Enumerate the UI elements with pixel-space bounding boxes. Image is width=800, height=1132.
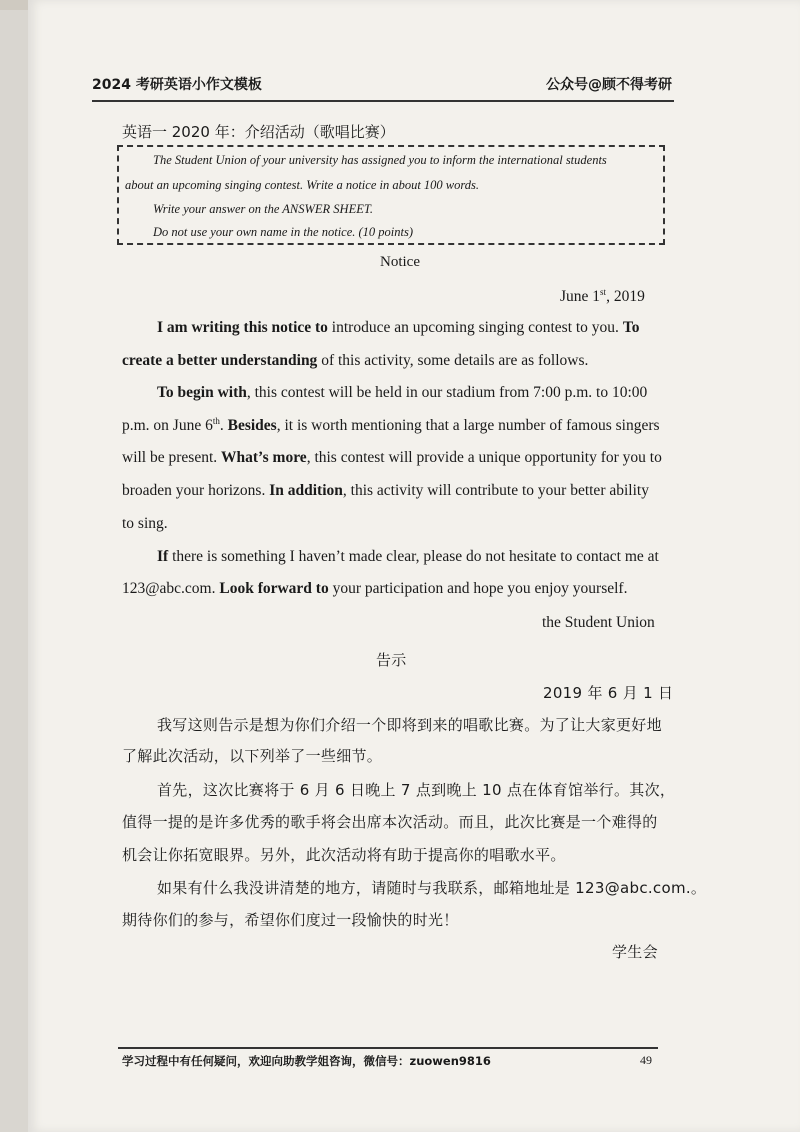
english-p2-line5: to sing.	[122, 515, 168, 532]
english-p2-line4: broaden your horizons. In addition, this activity will contribute to your better ability	[122, 482, 649, 499]
prompt-line-2: about an upcoming singing contest. Write a notice in about 100 words.	[125, 178, 480, 192]
header-divider	[92, 100, 674, 102]
english-signature: the Student Union	[542, 614, 655, 631]
chinese-line-6: 如果有什么我没讲清楚的地方，请随时与我联系，邮箱地址是 123@abc.com.。	[157, 879, 707, 897]
english-p1-line1: I am writing this notice to introduce an upcoming singing contest to you. To	[157, 319, 640, 336]
prompt-line-3: Write your answer on the ANSWER SHEET.	[153, 202, 374, 216]
chinese-line-5: 机会让你拓宽眼界。另外，此次活动将有助于提高你的唱歌水平。	[122, 846, 566, 864]
page-number: 49	[640, 1053, 652, 1067]
english-p3-line2: 123@abc.com. Look forward to your participation and hope you enjoy yourself.	[122, 580, 628, 597]
chinese-line-7: 期待你们的参与，希望你们度过一段愉快的时光！	[122, 911, 459, 929]
prompt-box	[117, 145, 665, 245]
chinese-notice-title: 告示	[376, 651, 407, 669]
chinese-line-2: 了解此次活动，以下列举了一些细节。	[122, 747, 383, 765]
prompt-line-4: Do not use your own name in the notice. (10 points)	[153, 225, 414, 239]
chinese-line-4: 值得一提的是许多优秀的歌手将会出席本次活动。而且，此次比赛是一个难得的	[122, 813, 658, 831]
chinese-line-3: 首先，这次比赛将于 6 月 6 日晚上 7 点到晚上 10 点在体育馆举行。其次，	[157, 781, 676, 799]
english-p2-line1: To begin with, this contest will be held in our stadium from 7:00 p.m. to 10:00	[157, 384, 648, 401]
chinese-line-1: 我写这则告示是想为你们介绍一个即将到来的唱歌比赛。为了让大家更好地	[157, 716, 662, 734]
english-date: June 1st, 2019	[560, 287, 645, 306]
english-p1-line2: create a better understanding of this activity, some details are as follows.	[122, 352, 589, 369]
chinese-date: 2019 年 6 月 1 日	[543, 684, 674, 702]
english-p3-line1: If there is something I haven’t made clear, please do not hesitate to contact me at	[157, 548, 659, 565]
english-notice-title: Notice	[380, 254, 420, 270]
page-header	[92, 74, 672, 96]
header-account: 公众号@顾不得考研	[546, 77, 672, 93]
footer-contact: 学习过程中有任何疑问，欢迎向助教学姐咨询，微信号：zuowen9816	[122, 1054, 491, 1068]
english-p2-line2: p.m. on June 6th. Besides, it is worth mentioning that a large number of famous singers	[122, 416, 660, 435]
prompt-line-1: The Student Union of your university has assigned you to inform the international students	[153, 153, 607, 167]
header-title: 2024 考研英语小作文模板	[92, 77, 262, 93]
footer-divider	[118, 1047, 658, 1049]
section-title: 英语一 2020 年：介绍活动（歌唱比赛）	[122, 123, 395, 141]
chinese-signature: 学生会	[612, 943, 658, 961]
english-p2-line3: will be present. What’s more, this contest will provide a unique opportunity for you to	[122, 449, 662, 466]
